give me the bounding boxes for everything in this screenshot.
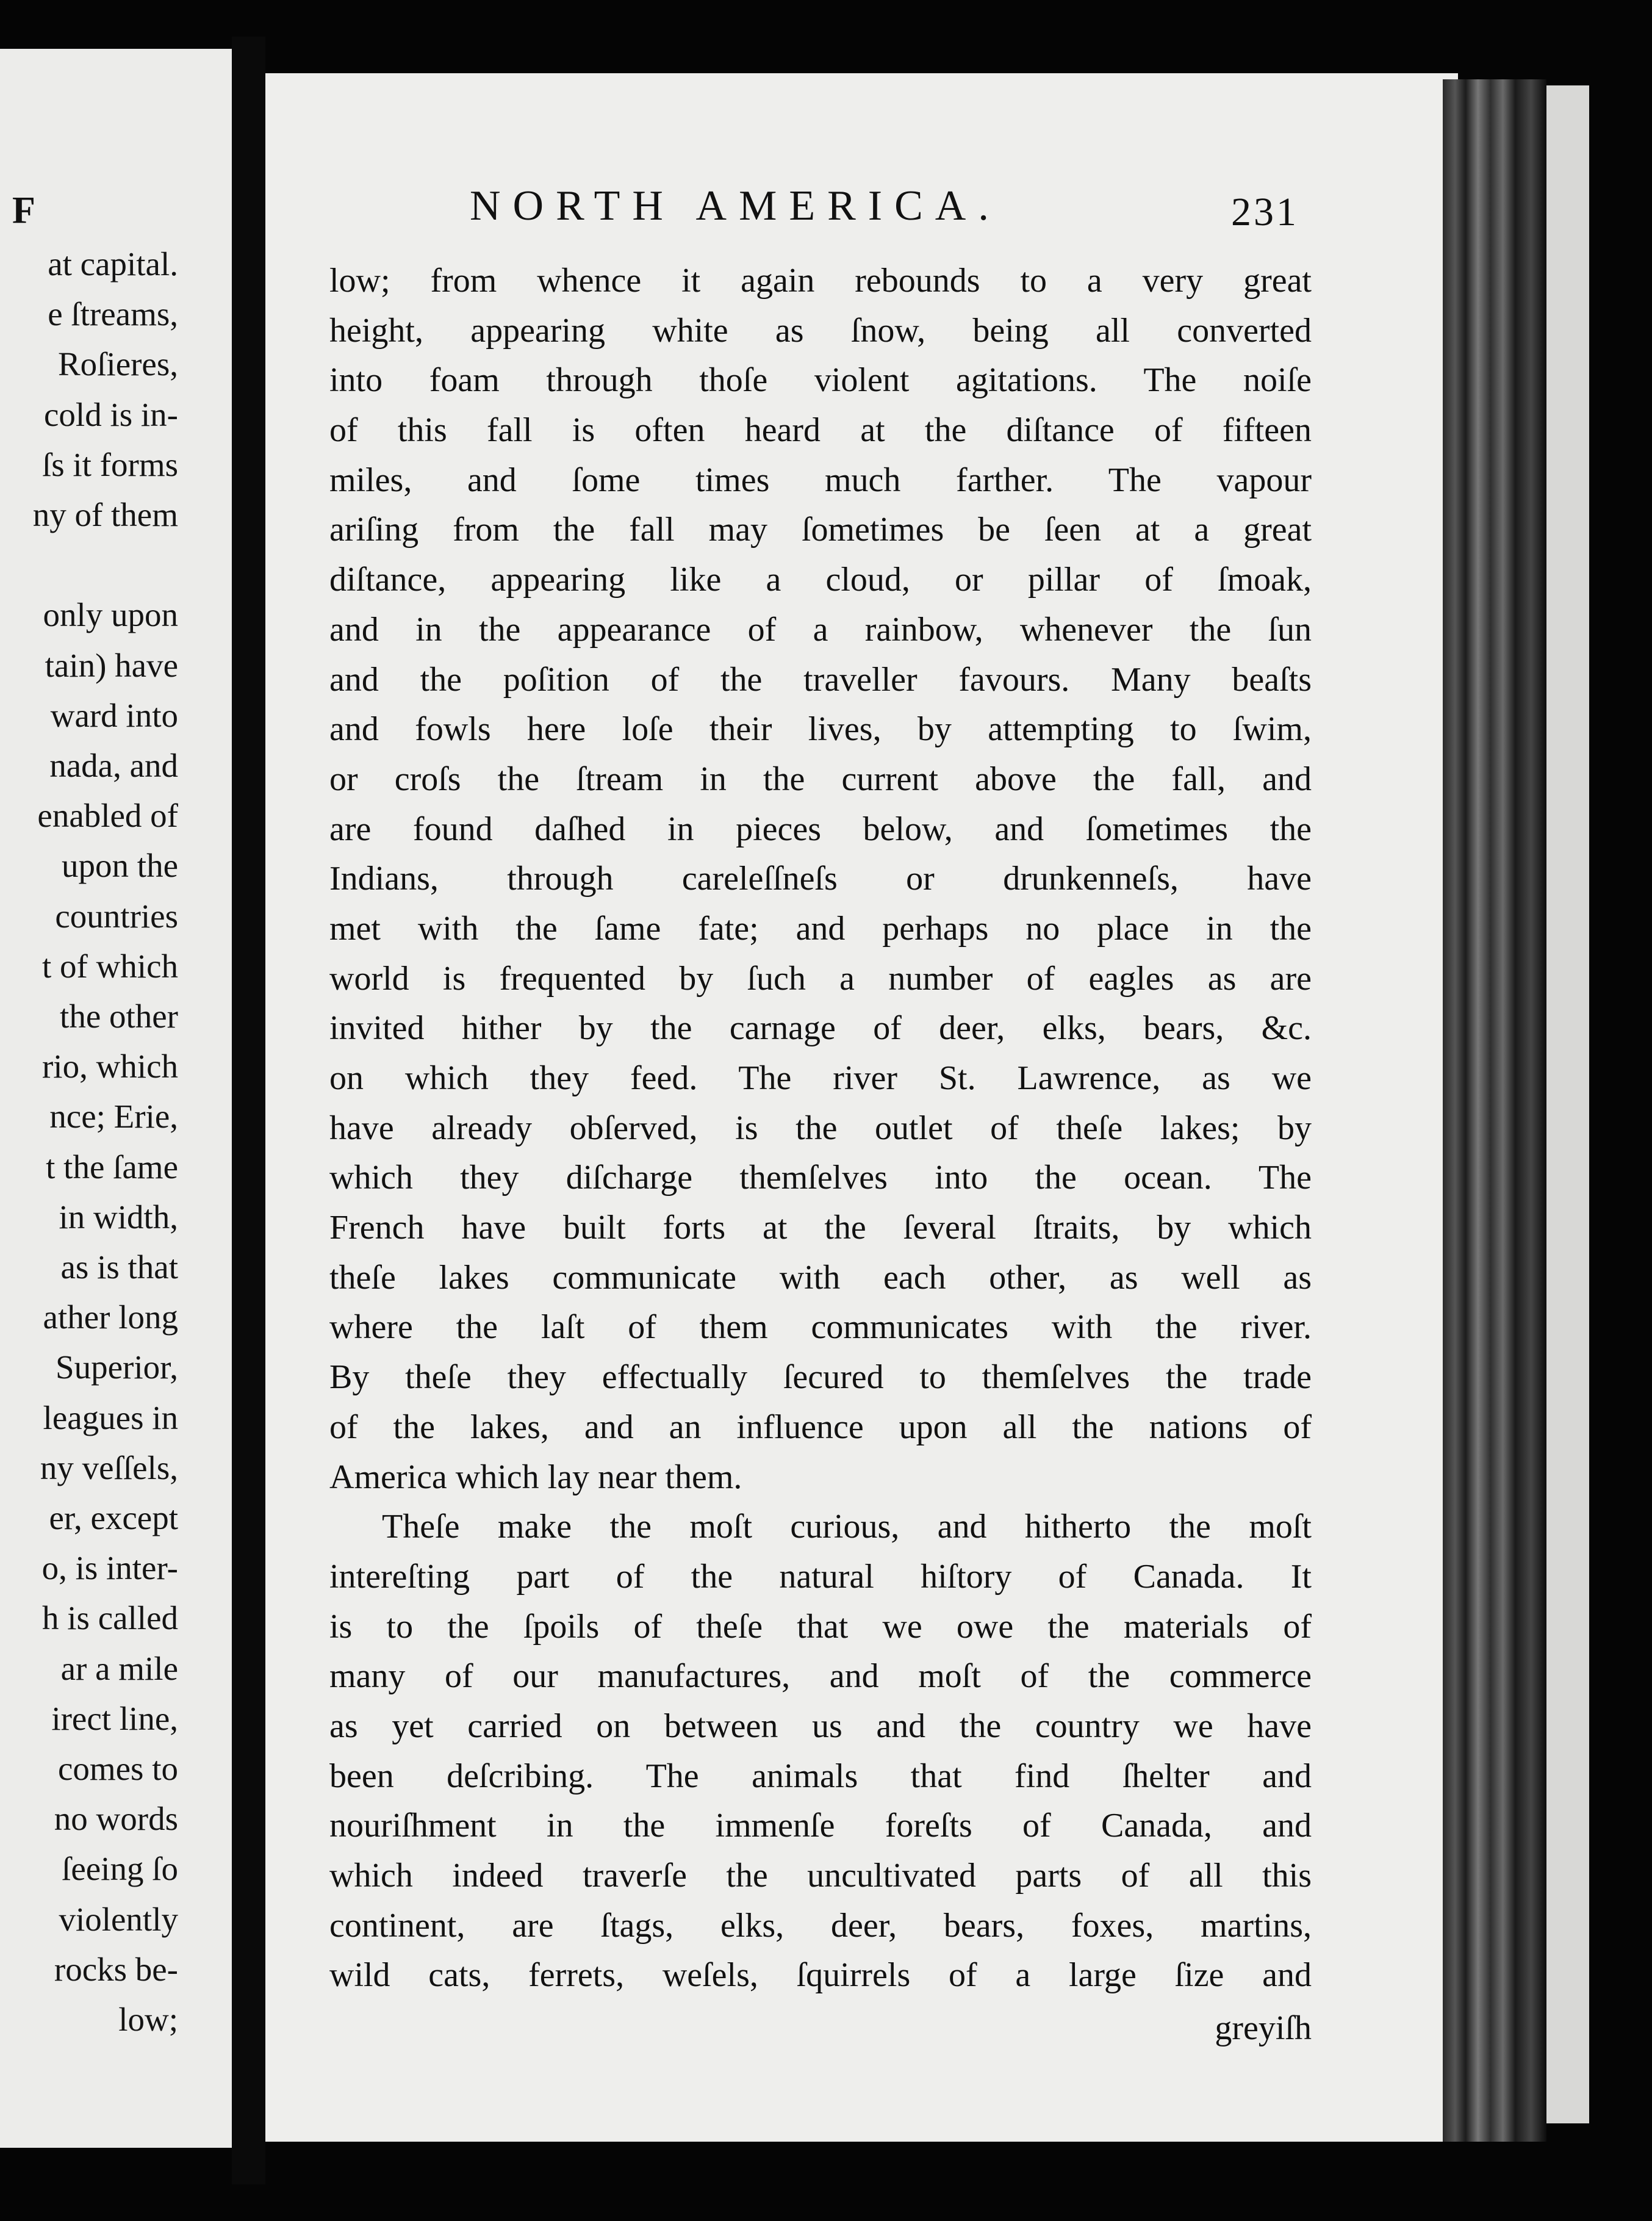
left-text-line: er, except [49, 1499, 178, 1536]
left-text-line: the other [60, 998, 178, 1035]
running-head: NORTH AMERICA. [470, 182, 1001, 229]
left-text-line: ny veſſels, [40, 1449, 178, 1486]
left-text-line: rio, which [41, 1048, 178, 1085]
text-line: invited hither by the carnage of deer, elks, bears, &c. [329, 1009, 1312, 1048]
text-line: nouriſhment in the immenſe foreſts of Canada, and [329, 1807, 1312, 1845]
text-line: been deſcribing. The animals that find ſhelter and [329, 1757, 1312, 1795]
text-line: Indians, through careleſſneſs or drunkenneſs, have [329, 860, 1312, 898]
text-line: ariſing from the fall may ſometimes be ſeen at a great [329, 511, 1312, 549]
text-line: which they diſcharge themſelves into the ocean. The [329, 1159, 1312, 1197]
page-number: 231 [1231, 190, 1299, 234]
text-line: continent, are ſtags, elks, deer, bears, foxes, martins, [329, 1906, 1312, 1945]
left-text-line: countries [55, 897, 178, 935]
left-text-line: no words [54, 1800, 178, 1838]
left-page-running-head: F [12, 190, 38, 231]
text-line: is to the ſpoils of theſe that we owe the materials of [329, 1607, 1312, 1646]
book-gutter [232, 37, 265, 2184]
text-line: theſe lakes communicate with each other, as well as [329, 1258, 1312, 1297]
left-text-line: at capital. [48, 245, 178, 283]
text-line: world is frequented by ſuch a number of eagles as are [329, 959, 1312, 998]
left-text-line: enabled of [37, 797, 178, 835]
left-text-line: as is that [60, 1248, 178, 1286]
text-line: intereſting part of the natural hiſtory of Canada. It [329, 1557, 1312, 1596]
text-line: miles, and ſome times much farther. The vapour [329, 461, 1312, 499]
text-line: where the laſt of them communicates with the river. [329, 1308, 1312, 1347]
left-text-line: in width, [59, 1198, 178, 1236]
text-line: wild cats, ferrets, weſels, ſquirrels of a large ſize and [329, 1956, 1312, 1995]
body-text [329, 256, 1312, 2001]
left-text-line: low; [118, 2001, 178, 2038]
text-line: on which they feed. The river St. Lawrence, as we [329, 1059, 1312, 1097]
left-text-line: ar a mile [60, 1649, 178, 1687]
left-text-line: irect line, [51, 1699, 178, 1737]
left-text-line: ather long [43, 1298, 178, 1336]
left-text-line: cold is in- [44, 395, 178, 433]
left-text-line: t the ſame [46, 1148, 178, 1186]
text-line: height, appearing white as ſnow, being all converted [329, 311, 1312, 350]
text-line: and fowls here loſe their lives, by attempting to ſwim, [329, 710, 1312, 749]
left-text-line: h is called [42, 1599, 178, 1637]
left-text-line: t of which [41, 947, 178, 985]
text-line: many of our manufactures, and moſt of the commerce [329, 1657, 1312, 1696]
left-text-line: nce; Erie, [49, 1098, 178, 1136]
text-line: have already obſerved, is the outlet of theſe lakes; by [329, 1109, 1312, 1147]
text-line: which indeed traverſe the uncultivated parts of all this [329, 1857, 1312, 1895]
left-text-line: rocks be- [54, 1950, 178, 1988]
left-text-line: ward into [50, 696, 178, 734]
catchword: greyiſh [1215, 2009, 1312, 2047]
page-edge-light [1546, 85, 1589, 2123]
page-edges [1443, 79, 1546, 2142]
text-line: are found daſhed in pieces below, and ſometimes the [329, 810, 1312, 848]
left-text-line: tain) have [45, 646, 178, 684]
left-text-line: nada, and [49, 747, 178, 784]
text-line: America which lay near them. [329, 1458, 742, 1496]
left-text-line: Superior, [56, 1348, 178, 1386]
left-text-line: comes to [57, 1750, 178, 1787]
left-text-line: leagues in [43, 1398, 178, 1436]
text-line: low; from whence it again rebounds to a very great [329, 262, 1312, 300]
left-text-line: only upon [43, 596, 178, 634]
text-line: as yet carried on between us and the country we have [329, 1707, 1312, 1745]
text-line: diſtance, appearing like a cloud, or pillar of ſmoak, [329, 561, 1312, 599]
left-text-line: o, is inter- [41, 1549, 178, 1587]
text-line: of this fall is often heard at the diſtance of fifteen [329, 411, 1312, 450]
text-line: into foam through thoſe violent agitations. The noiſe [329, 361, 1312, 400]
left-page [0, 49, 232, 2148]
text-line: met with the ſame fate; and perhaps no place in the [329, 909, 1312, 948]
left-text-line: upon the [62, 847, 178, 885]
text-line: and the poſition of the traveller favours. Many beaſts [329, 660, 1312, 699]
left-text-line: Roſieres, [57, 345, 178, 383]
text-line: of the lakes, and an influence upon all the nations of [329, 1408, 1312, 1446]
left-text-line: ſeeing ſo [62, 1850, 178, 1888]
text-line: By theſe they effectually ſecured to themſelves the trade [329, 1358, 1312, 1397]
text-line: French have built forts at the ſeveral ſtraits, by which [329, 1209, 1312, 1247]
text-line: Theſe make the moſt curious, and hitherto the moſt [382, 1508, 1312, 1546]
text-line: and in the appearance of a rainbow, whenever the ſun [329, 610, 1312, 649]
left-text-line: ny of them [32, 496, 178, 533]
left-text-line: ſs it forms [41, 445, 178, 483]
text-line: or croſs the ſtream in the current above the fall, and [329, 760, 1312, 798]
left-text-line: violently [59, 1900, 178, 1938]
left-text-line: e ſtreams, [48, 295, 178, 333]
